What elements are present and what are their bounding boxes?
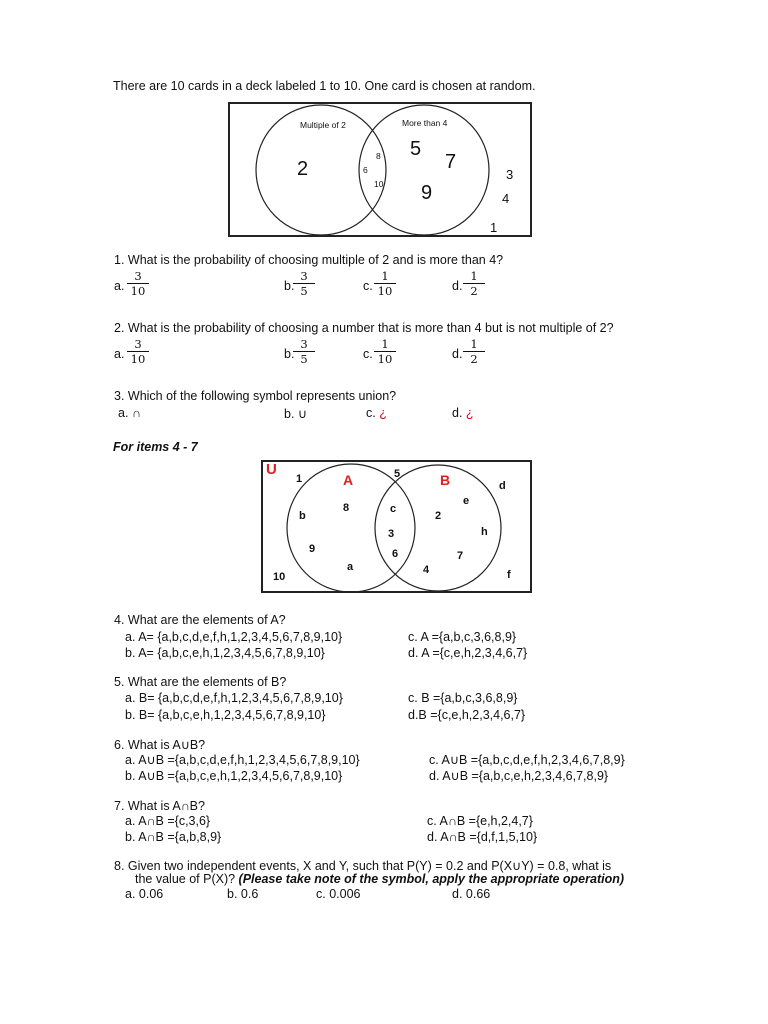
option-a: a. 0.06 [125, 887, 164, 901]
question-1-text: 1. What is the probability of choosing multiple of 2 and is more than 4? [114, 253, 504, 267]
fraction-option [293, 270, 315, 297]
option-c: c. A∩B ={e,h,2,4,7} [427, 814, 533, 828]
intersection-value: 10 [374, 179, 384, 189]
option-b: b. A= {a,b,c,e,h,1,2,3,4,5,6,7,8,9,10} [125, 646, 325, 660]
right-only-value: 9 [421, 182, 433, 204]
option-d [452, 406, 474, 420]
fraction-option [293, 338, 315, 365]
option-d: d. A ={c,e,h,2,3,4,6,7} [408, 646, 528, 660]
fraction-option [127, 338, 149, 365]
left-only-value: 2 [297, 158, 309, 180]
fraction-denominator: 10 [130, 352, 146, 366]
fraction-numerator: 3 [293, 338, 315, 352]
a-only-element: 8 [343, 502, 350, 514]
question-8-plain: the value of P(X)? [135, 872, 239, 886]
question-5-text: 5. What are the elements of B? [114, 675, 287, 689]
option-a: a. B= {a,b,c,d,e,f,h,1,2,3,4,5,6,7,8,9,10} [125, 691, 343, 705]
fraction-numerator: 3 [127, 270, 149, 284]
fraction-numerator: 1 [374, 338, 396, 352]
fraction-option [463, 270, 485, 297]
option-letter: b. [284, 347, 295, 361]
question-4-text: 4. What are the elements of A? [114, 613, 286, 627]
fraction-denominator: 10 [377, 284, 393, 298]
set-a-label: A [343, 472, 354, 488]
option-c: c. B ={a,b,c,3,6,8,9} [408, 691, 518, 705]
outside-element: d [499, 480, 506, 492]
fraction-numerator: 1 [463, 338, 485, 352]
option-b: b. ∪ [284, 407, 308, 421]
option-c-letter: c. [366, 406, 380, 420]
fraction-numerator: 1 [463, 270, 485, 284]
question-8-note: (Please take note of the symbol, apply the appropriate operation) [238, 872, 625, 886]
option-letter: d. [452, 279, 463, 293]
fraction-numerator: 3 [293, 270, 315, 284]
fraction-denominator: 10 [130, 284, 146, 298]
intersection-value: 6 [363, 165, 368, 175]
venn-circles [230, 104, 530, 235]
option-d-letter: d. [452, 406, 466, 420]
intersection-element: 6 [392, 548, 399, 560]
outside-value: 3 [506, 167, 514, 182]
outside-element: 5 [394, 468, 401, 480]
intro-text: There are 10 cards in a deck labeled 1 to 10. One card is chosen at random. [113, 79, 536, 93]
outside-value: 1 [490, 220, 498, 235]
option-a: a. A∪B ={a,b,c,d,e,f,h,1,2,3,4,5,6,7,8,9,10} [125, 753, 360, 767]
a-only-element: 9 [309, 543, 316, 555]
option-c: c. 0.006 [316, 887, 361, 901]
b-only-element: 7 [457, 550, 464, 562]
fraction-denominator: 10 [377, 352, 393, 366]
option-a: a. A= {a,b,c,d,e,f,h,1,2,3,4,5,6,7,8,9,10} [125, 630, 343, 644]
option-b: b. 0.6 [227, 887, 259, 901]
option-letter: a. [114, 279, 125, 293]
items-header: For items 4 - 7 [113, 440, 198, 454]
question-8-text-line2 [135, 872, 624, 886]
outside-element: f [507, 569, 511, 581]
fraction-option [463, 338, 485, 365]
outside-element: 1 [296, 473, 303, 485]
question-3-text: 3. Which of the following symbol represents union? [114, 389, 397, 403]
right-only-value: 7 [445, 151, 457, 173]
b-only-element: e [463, 495, 470, 507]
option-d-glyph: ¿ [465, 406, 474, 420]
venn-circles [263, 462, 530, 591]
fraction-numerator: 1 [374, 270, 396, 284]
venn-diagram-cards [228, 102, 532, 237]
right-only-value: 5 [410, 138, 422, 160]
option-d: d.B ={c,e,h,2,3,4,6,7} [408, 708, 526, 722]
fraction-option [127, 270, 149, 297]
left-set-label: Multiple of 2 [300, 120, 346, 130]
option-b: b. B= {a,b,c,e,h,1,2,3,4,5,6,7,8,9,10} [125, 708, 326, 722]
universe-label: U [266, 461, 277, 478]
option-letter: b. [284, 279, 295, 293]
option-c-glyph: ¿ [379, 406, 387, 420]
option-d: d. A∩B ={d,f,1,5,10} [427, 830, 538, 844]
option-d: d. A∪B ={a,b,c,e,h,2,3,4,6,7,8,9} [429, 769, 609, 783]
a-only-element: b [299, 510, 306, 522]
option-b: b. A∩B ={a,b,8,9} [125, 830, 222, 844]
fraction-option [374, 270, 396, 297]
right-set-label: More than 4 [402, 118, 448, 128]
option-letter: c. [363, 347, 373, 361]
question-6-text: 6. What is A∪B? [114, 738, 206, 752]
option-letter: d. [452, 347, 463, 361]
option-a: a. ∩ [118, 406, 141, 420]
fraction-denominator: 2 [470, 284, 478, 298]
a-only-element: a [347, 561, 354, 573]
venn-diagram-sets [261, 460, 532, 593]
option-letter: c. [363, 279, 373, 293]
question-8-text: 8. Given two independent events, X and Y, such that P(Y) = 0.2 and P(X∪Y) = 0.8, what is [114, 859, 612, 873]
question-2-text: 2. What is the probability of choosing a number that is more than 4 but is not multiple of 2? [114, 321, 614, 335]
outside-element: 10 [273, 571, 286, 583]
intersection-element: c [390, 503, 397, 515]
option-letter: a. [114, 347, 125, 361]
fraction-option [374, 338, 396, 365]
option-c: c. A ={a,b,c,3,6,8,9} [408, 630, 517, 644]
option-c: c. A∪B ={a,b,c,d,e,f,h,2,3,4,6,7,8,9} [429, 753, 625, 767]
option-c [366, 406, 387, 420]
set-b-label: B [440, 472, 451, 488]
b-only-element: 4 [423, 564, 430, 576]
fraction-denominator: 2 [470, 352, 478, 366]
fraction-denominator: 5 [300, 352, 308, 366]
option-d: d. 0.66 [452, 887, 491, 901]
outside-value: 4 [502, 191, 510, 206]
fraction-numerator: 3 [127, 338, 149, 352]
intersection-value: 8 [376, 151, 381, 161]
b-only-element: h [481, 526, 488, 538]
intersection-element: 3 [388, 528, 395, 540]
option-b: b. A∪B ={a,b,c,e,h,1,2,3,4,5,6,7,8,9,10} [125, 769, 343, 783]
b-only-element: 2 [435, 510, 442, 522]
option-a: a. A∩B ={c,3,6} [125, 814, 211, 828]
question-7-text: 7. What is A∩B? [114, 799, 205, 813]
fraction-denominator: 5 [300, 284, 308, 298]
